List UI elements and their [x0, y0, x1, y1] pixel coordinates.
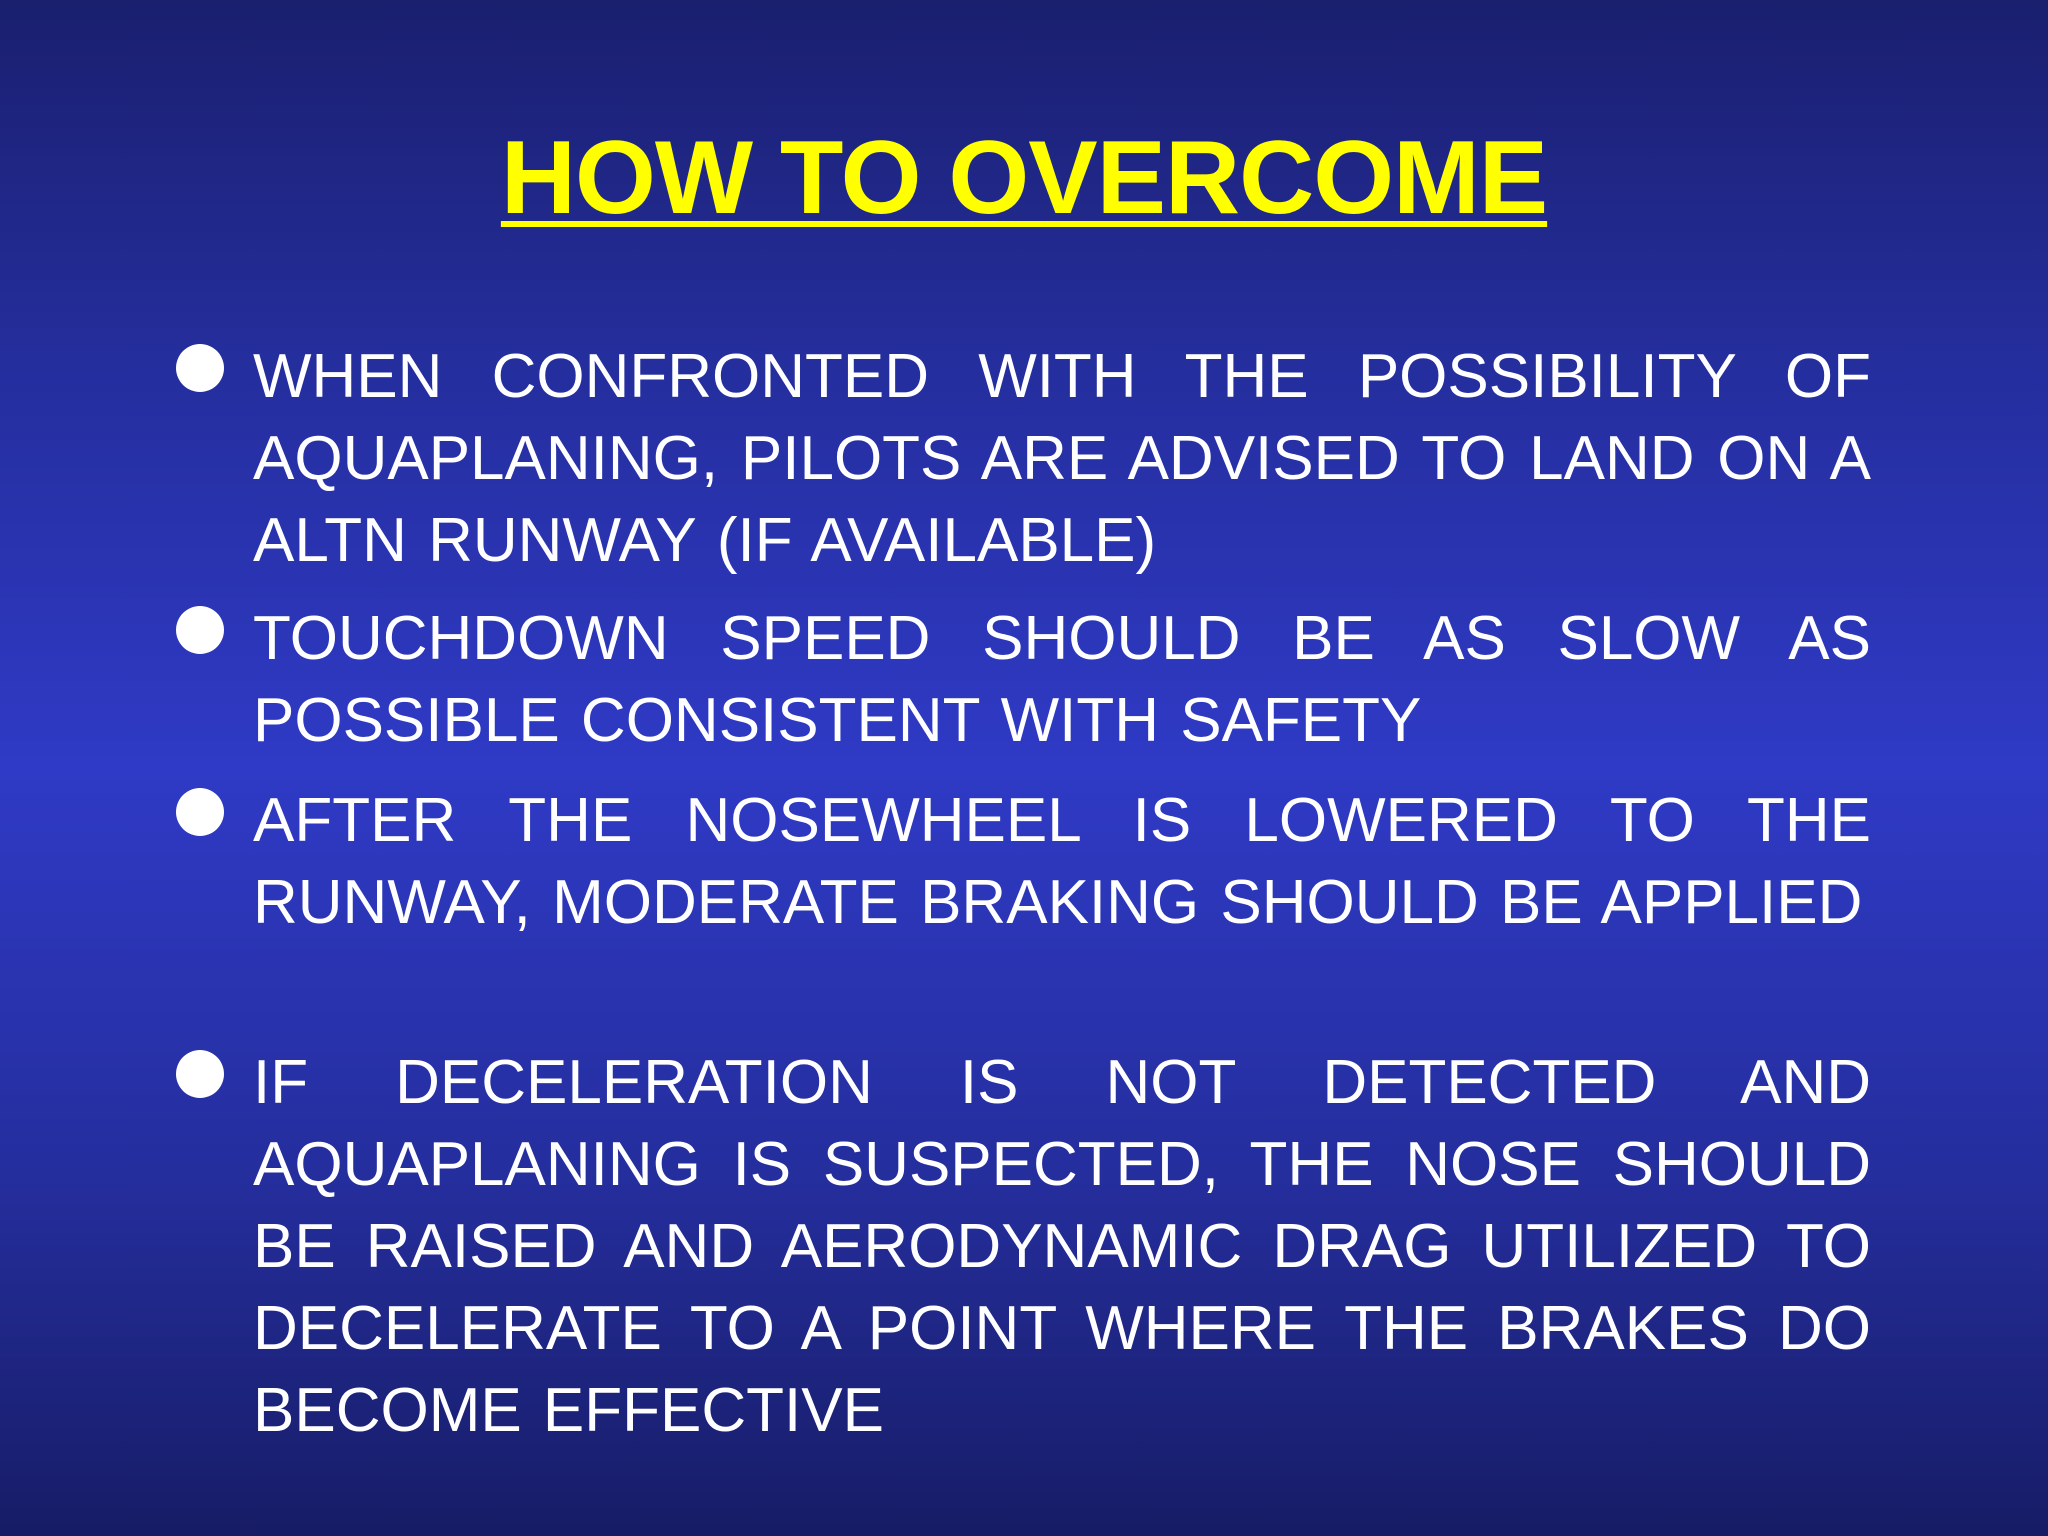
bullet-text: TOUCHDOWN SPEED SHOULD BE AS SLOW AS POSSIBLE CONSISTENT WITH SAFETY [253, 604, 1871, 755]
slide-title: HOW TO OVERCOME [500, 120, 1548, 236]
bullet-text: AFTER THE NOSEWHEEL IS LOWERED TO THE RUNWAY, MODERATE BRAKING SHOULD BE APPLIED [253, 786, 1871, 937]
bullet-dot-icon [176, 606, 224, 654]
bullet-dot-icon [176, 344, 224, 392]
bullet-dot-icon [176, 788, 224, 836]
bullet-dot-icon [176, 1050, 224, 1098]
bullet-text: IF DECELERATION IS NOT DETECTED AND AQUAPLANING IS SUSPECTED, THE NOSE SHOULD BE RAISED AND AERODYNAMIC DRAG UTILIZED TO DECELERATE TO A POINT WHERE THE BRAKES DO BECOME EFFECTIVE [253, 1048, 1871, 1445]
bullet-text: WHEN CONFRONTED WITH THE POSSIBILITY OF AQUAPLANING, PILOTS ARE ADVISED TO LAND ON A ALTN RUNWAY (IF AVAILABLE) [253, 342, 1871, 575]
